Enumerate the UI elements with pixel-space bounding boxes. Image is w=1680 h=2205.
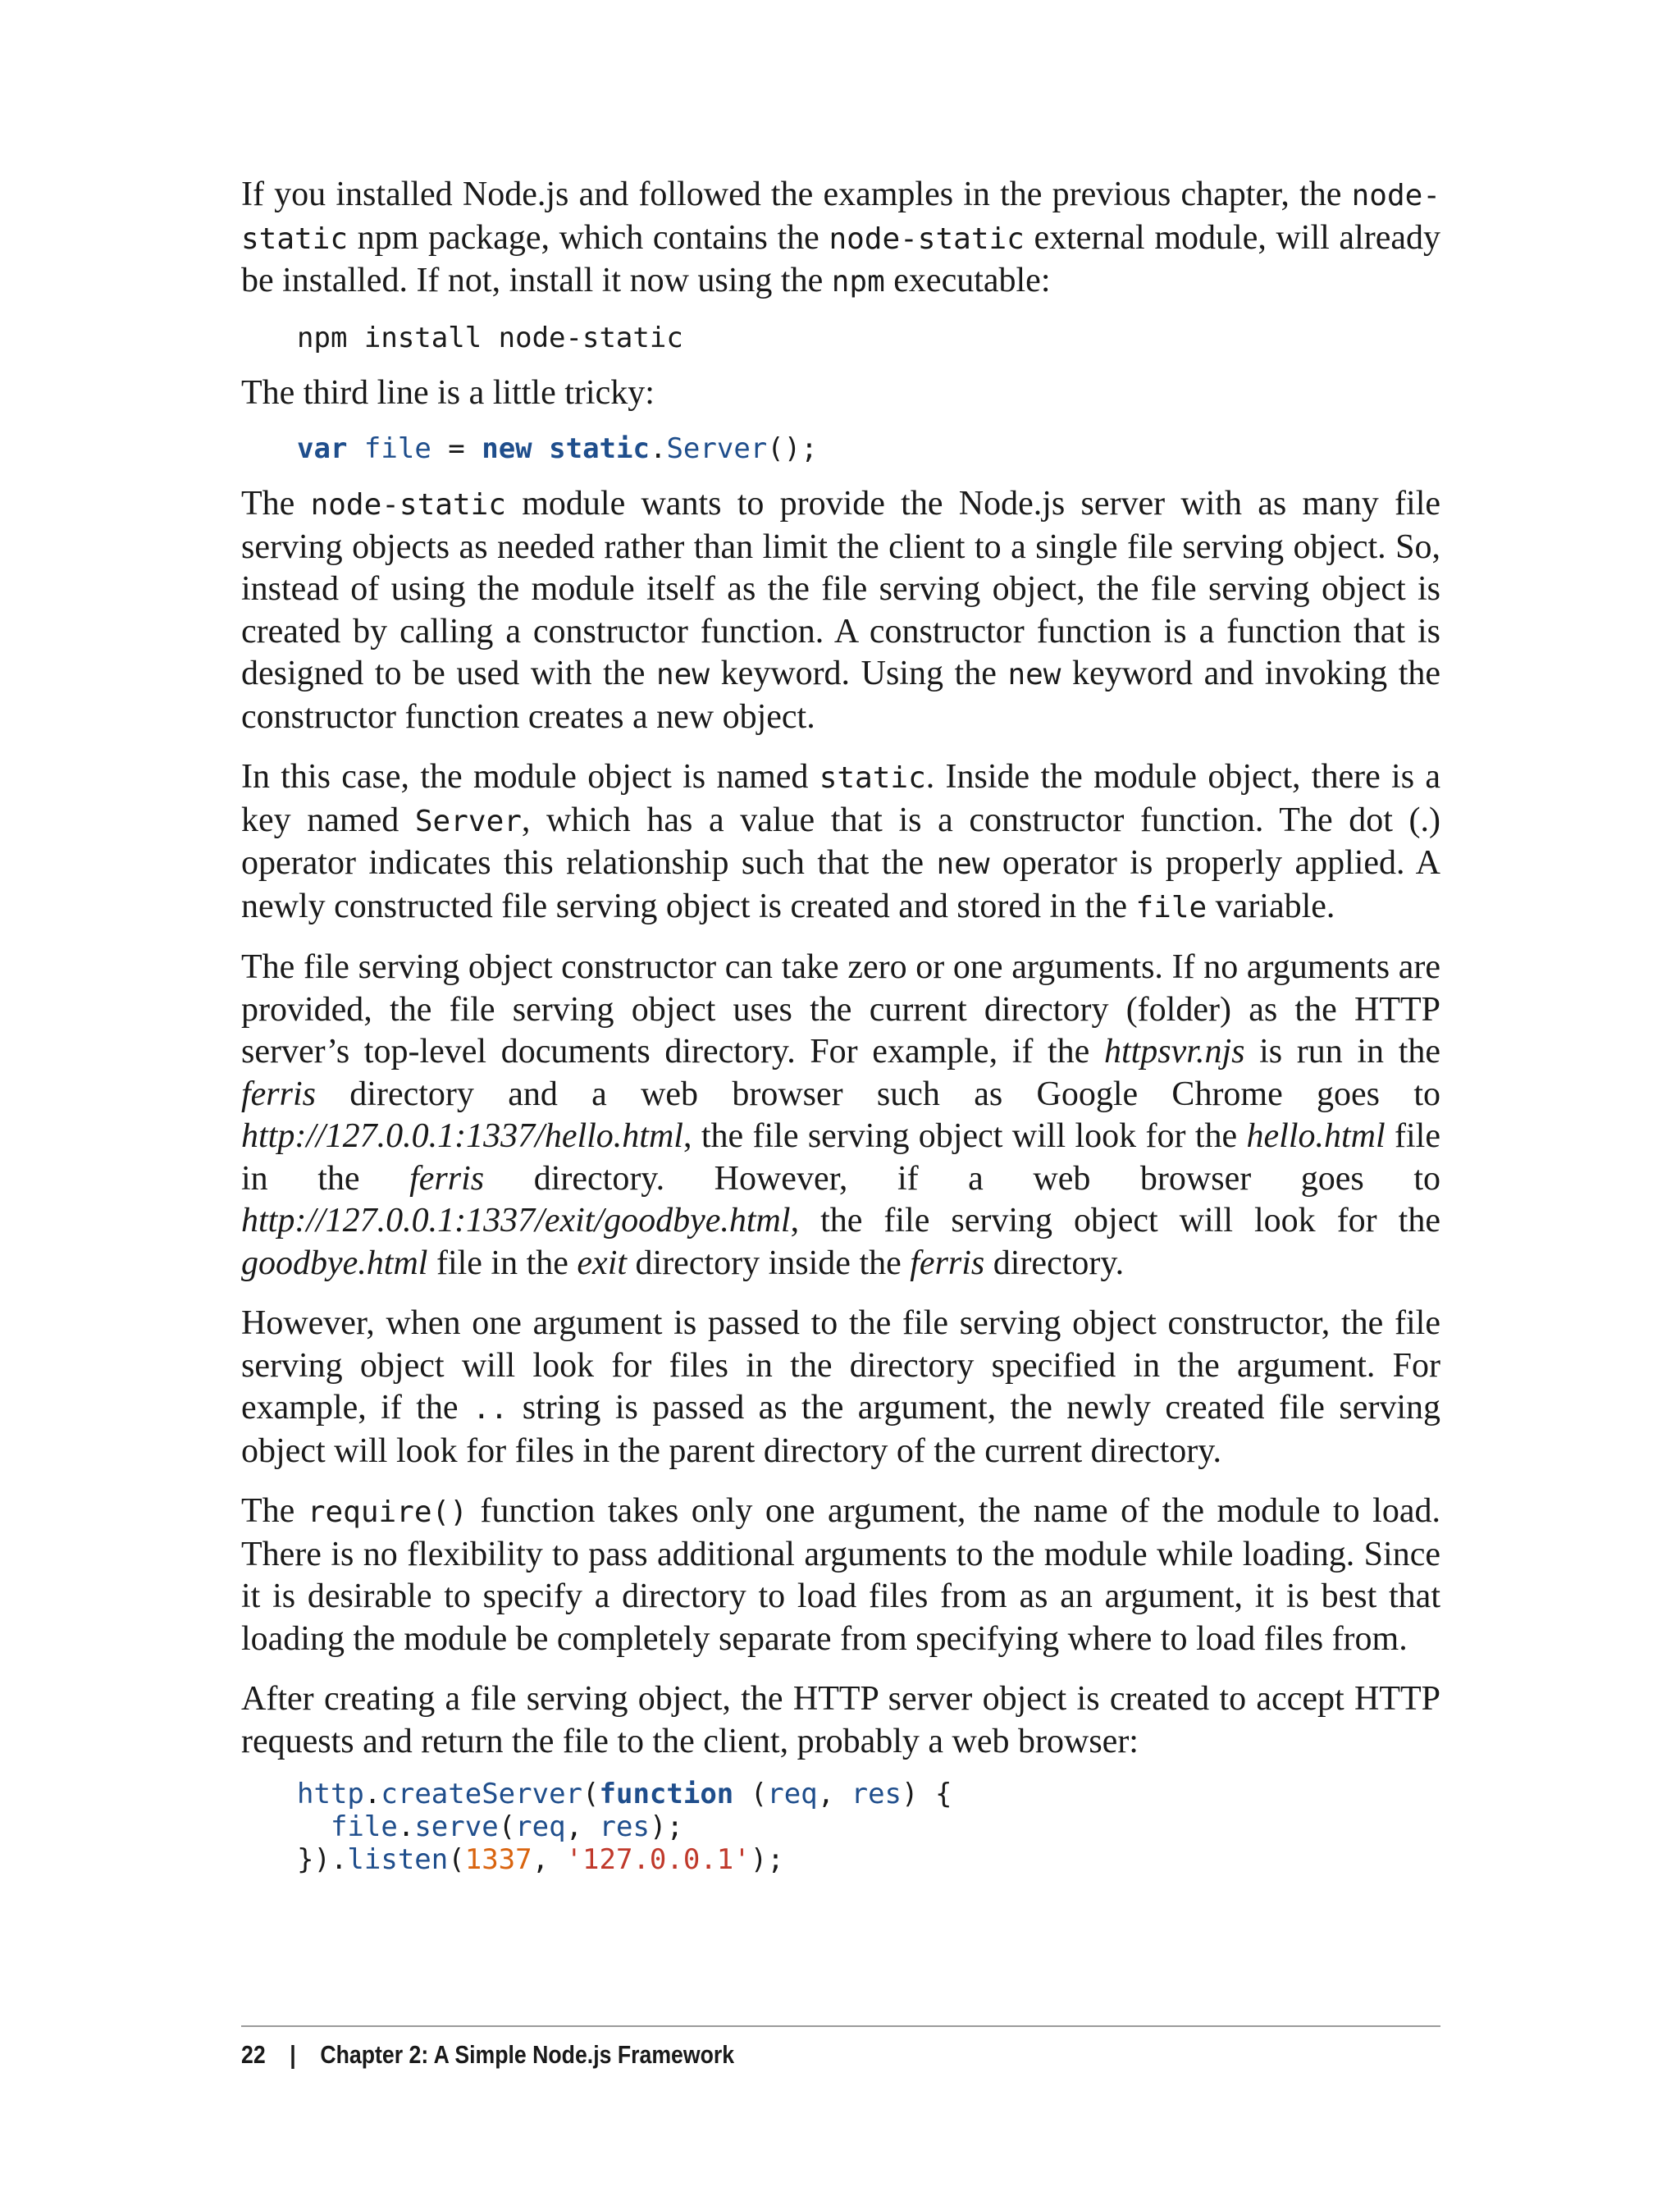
code-token: static (549, 432, 650, 465)
inline-code: new (1007, 658, 1061, 692)
italic-text: http://127.0.0.1:1337/hello.html (241, 1117, 683, 1155)
text-run: The (241, 485, 311, 523)
code-token: '127.0.0.1' (565, 1843, 751, 1876)
text-run: The file serving object constructor can take zero or one arguments. If no arguments are provided, the file serving object uses the current directory (folder) as the HTTP server’s top-level documents directory. For example, if the (241, 948, 1440, 1071)
footer-separator: | (290, 2040, 296, 2069)
code-token: listen (347, 1843, 449, 1876)
code-token: res (851, 1778, 902, 1810)
code-token: , (532, 1843, 566, 1876)
code-token: serve (414, 1810, 499, 1843)
code-token: ) { (902, 1778, 952, 1810)
code-token (297, 1810, 331, 1843)
code-token (347, 432, 363, 465)
code-token: ( (498, 1810, 516, 1843)
italic-text: ferris (910, 1244, 985, 1282)
body-paragraph (241, 1678, 1440, 1763)
code-token: . (397, 1810, 415, 1843)
inline-code: static (819, 761, 926, 795)
inline-code: file (1135, 890, 1208, 924)
text-run: file in the (241, 1117, 1440, 1198)
text-run: The (241, 1492, 308, 1530)
code-token: npm install node-static (297, 321, 683, 354)
italic-text: http://127.0.0.1:1337/exit/goodbye.html (241, 1202, 791, 1239)
code-token: req (515, 1810, 566, 1843)
body-paragraph (241, 174, 1440, 304)
page-footer (241, 2040, 734, 2070)
code-token: var (297, 432, 348, 465)
text-run: The third line is a little tricky: (241, 373, 655, 412)
inline-code: node-static (310, 488, 506, 522)
text-run: , the file serving object will look for the (682, 1117, 1247, 1155)
code-block (297, 432, 1440, 465)
code-token: ( (448, 1843, 465, 1876)
code-line (297, 1778, 1440, 1810)
text-run: external module, will already be installed. If not, install it now using the (241, 218, 1440, 299)
code-token: , (565, 1810, 600, 1843)
body-paragraph (241, 756, 1440, 929)
text-run: directory inside the (627, 1244, 911, 1282)
text-run: After creating a file serving object, the HTTP server object is created to accept HTTP requests and return the file to the client, probably a web browser: (241, 1680, 1440, 1760)
text-run: , the file serving object will look for the (790, 1202, 1440, 1239)
body-paragraph (241, 947, 1440, 1285)
text-run: keyword and invoking the constructor function creates a new object. (241, 655, 1440, 736)
body-paragraph (241, 1491, 1440, 1660)
inline-code: node-static (241, 179, 1440, 256)
code-token: . (649, 432, 667, 465)
text-run: keyword. Using the (710, 655, 1008, 692)
text-run: In this case, the module object is named (241, 758, 819, 796)
italic-text: exit (577, 1244, 628, 1282)
text-run: directory and a web browser such as Google Chrome goes to (316, 1075, 1440, 1113)
chapter-title: Chapter 2: A Simple Node.js Framework (320, 2040, 735, 2069)
code-token: ); (649, 1810, 683, 1843)
code-token: ); (750, 1843, 784, 1876)
code-token: createServer (381, 1778, 583, 1810)
italic-text: goodbye.html (241, 1244, 428, 1282)
code-token: new (482, 432, 532, 465)
inline-code: node-static (829, 221, 1025, 256)
code-token: function (599, 1778, 734, 1810)
italic-text: ferris (409, 1159, 485, 1198)
code-token: (); (767, 432, 818, 465)
code-token: Server (666, 432, 768, 465)
inline-code: new (936, 847, 990, 881)
italic-text: ferris (241, 1075, 317, 1113)
page-number: 22 (241, 2040, 266, 2069)
code-token: ( (582, 1778, 600, 1810)
code-token (532, 432, 549, 465)
text-run: variable. (1207, 887, 1335, 925)
code-token: file (363, 432, 431, 465)
text-run: module wants to provide the Node.js server with as many file serving objects as needed rather than limit the client to a single file serving object. So, instead of using the module itself as the file serving object, the file serving object is created by calling a constructor function. A constructor function is a function that is designed to be used with the (241, 485, 1441, 692)
code-token: 1337 (464, 1843, 532, 1876)
text-run: is run in the (1244, 1033, 1441, 1071)
text-run: npm package, which contains the (348, 218, 829, 257)
text-run: string is passed as the argument, the newly created file serving object will look for files in the parent directory of the current directory. (241, 1389, 1440, 1470)
code-token: req (767, 1778, 818, 1810)
text-run: function takes only one argument, the name of the module to load. There is no flexibility to pass additional arguments to the module while loading. Since it is desirable to specify a directory to load files from as an argument, it is best that loading the module be completely separate from specifying where to load files from. (241, 1492, 1440, 1658)
page-body (241, 174, 1440, 1894)
text-run: . Inside the module object, there is a key named (241, 758, 1440, 839)
body-paragraph (241, 1303, 1440, 1472)
code-token: = (431, 432, 482, 465)
code-token: }). (297, 1843, 348, 1876)
body-paragraph (241, 483, 1440, 738)
code-block (297, 322, 1440, 354)
text-run: , which has a value that is a constructor function. The dot (.) operator indicates this relationship such that the (241, 801, 1440, 882)
inline-code: .. (472, 1392, 509, 1426)
code-token: . (363, 1778, 381, 1810)
code-token: res (599, 1810, 650, 1843)
inline-code: npm (831, 265, 885, 299)
code-line (297, 1810, 1440, 1843)
text-run: directory. However, if a web browser goes to (484, 1159, 1440, 1198)
footer-divider (241, 2025, 1440, 2027)
text-run: However, when one argument is passed to the file serving object constructor, the file serving object will look for files in the directory specified in the argument. For example, if the (241, 1304, 1440, 1427)
text-run: file in the (427, 1244, 578, 1282)
code-line (297, 432, 1440, 465)
text-run: directory. (984, 1244, 1125, 1282)
text-run: executable: (884, 262, 1051, 299)
code-token: ( (733, 1778, 768, 1810)
italic-text: hello.html (1246, 1117, 1386, 1155)
inline-code: new (656, 658, 710, 692)
italic-text: httpsvr.njs (1103, 1033, 1245, 1071)
code-token: , (817, 1778, 851, 1810)
text-run: If you installed Node.js and followed the examples in the previous chapter, the (241, 176, 1352, 213)
code-block (297, 1778, 1440, 1876)
code-line (297, 322, 1440, 354)
text-run: operator is properly applied. A newly constructed file serving object is created and stored in the (241, 844, 1441, 925)
code-line (297, 1843, 1440, 1876)
body-paragraph (241, 372, 1440, 415)
inline-code: require() (307, 1495, 468, 1529)
code-token: file (330, 1810, 398, 1843)
code-token: http (297, 1778, 364, 1810)
inline-code: Server (414, 804, 522, 838)
